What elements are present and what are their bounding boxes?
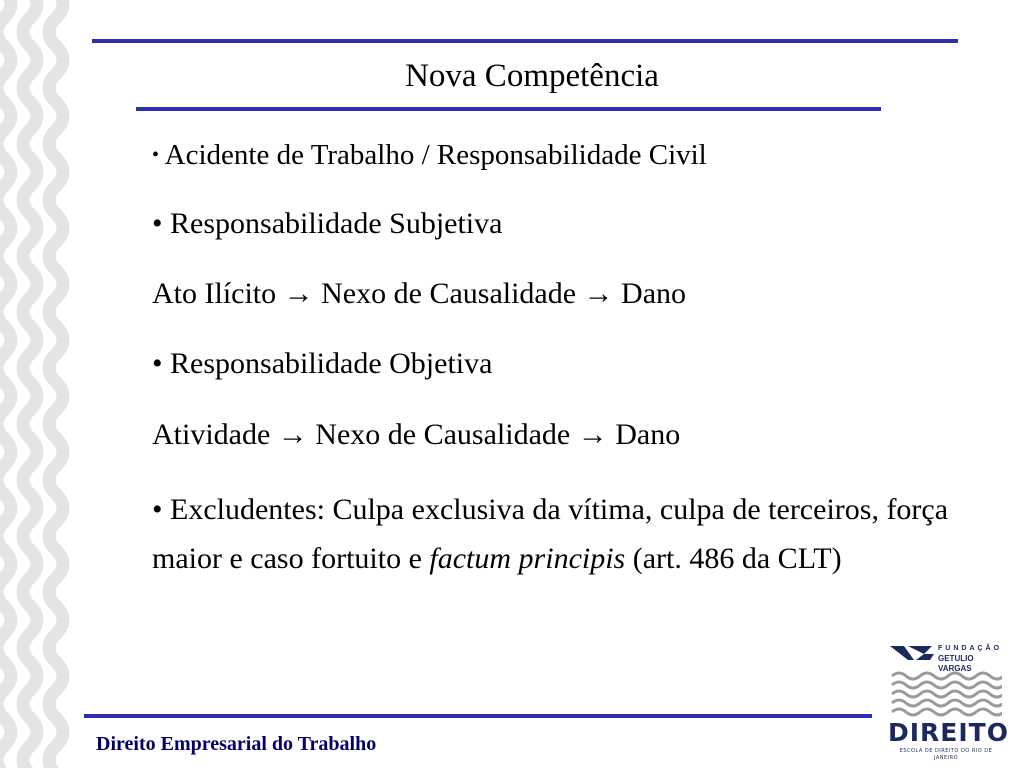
waves-icon bbox=[890, 671, 1002, 717]
bullet-glyph: • bbox=[152, 207, 163, 240]
fgv-name bbox=[938, 644, 1004, 674]
line-ato-ilicito: Ato Ilícito → Nexo de Causalidade → Dano bbox=[152, 277, 687, 310]
line-text: Acidente de Trabalho / Responsabilidade Civil bbox=[164, 139, 707, 171]
bullet-glyph: • bbox=[152, 493, 163, 526]
bullet-glyph: • bbox=[152, 347, 163, 380]
fgv-direito-logo bbox=[888, 640, 1009, 761]
decorative-wave-pattern bbox=[0, 0, 84, 768]
slide-title: Nova Competência bbox=[405, 58, 659, 94]
line-atividade: Atividade → Nexo de Causalidade → Dano bbox=[152, 418, 681, 451]
line-text: Excludentes: Culpa exclusiva da vítima, culpa de terceiros, força maior e caso fortuito e bbox=[152, 493, 949, 575]
fgv-line-2: GETULIO VARGAS bbox=[938, 654, 974, 673]
direito-subtitle: ESCOLA DE DIREITO DO RIO DE JANEIRO bbox=[899, 748, 993, 761]
bullet-responsabilidade-subjetiva bbox=[152, 205, 967, 243]
footer-course-title: Direito Empresarial do Trabalho bbox=[96, 733, 377, 755]
bullet-acidente-trabalho bbox=[152, 136, 967, 174]
footer-rule bbox=[84, 714, 872, 718]
italic-latin-term: factum principis bbox=[429, 542, 626, 575]
top-rule bbox=[92, 39, 958, 43]
bullet-responsabilidade-objetiva bbox=[152, 345, 967, 383]
line-text: Responsabilidade Objetiva bbox=[170, 347, 493, 380]
bullet-glyph: • bbox=[152, 144, 160, 166]
title-underline-rule bbox=[136, 107, 881, 111]
bullet-excludentes bbox=[152, 485, 967, 583]
fgv-line-1: FUNDAÇÃO bbox=[938, 645, 1003, 652]
direito-wordmark: DIREITO bbox=[888, 718, 1009, 747]
line-text-end: (art. 486 da CLT) bbox=[625, 542, 842, 575]
slide-content bbox=[152, 136, 967, 583]
line-text: Responsabilidade Subjetiva bbox=[170, 207, 503, 240]
